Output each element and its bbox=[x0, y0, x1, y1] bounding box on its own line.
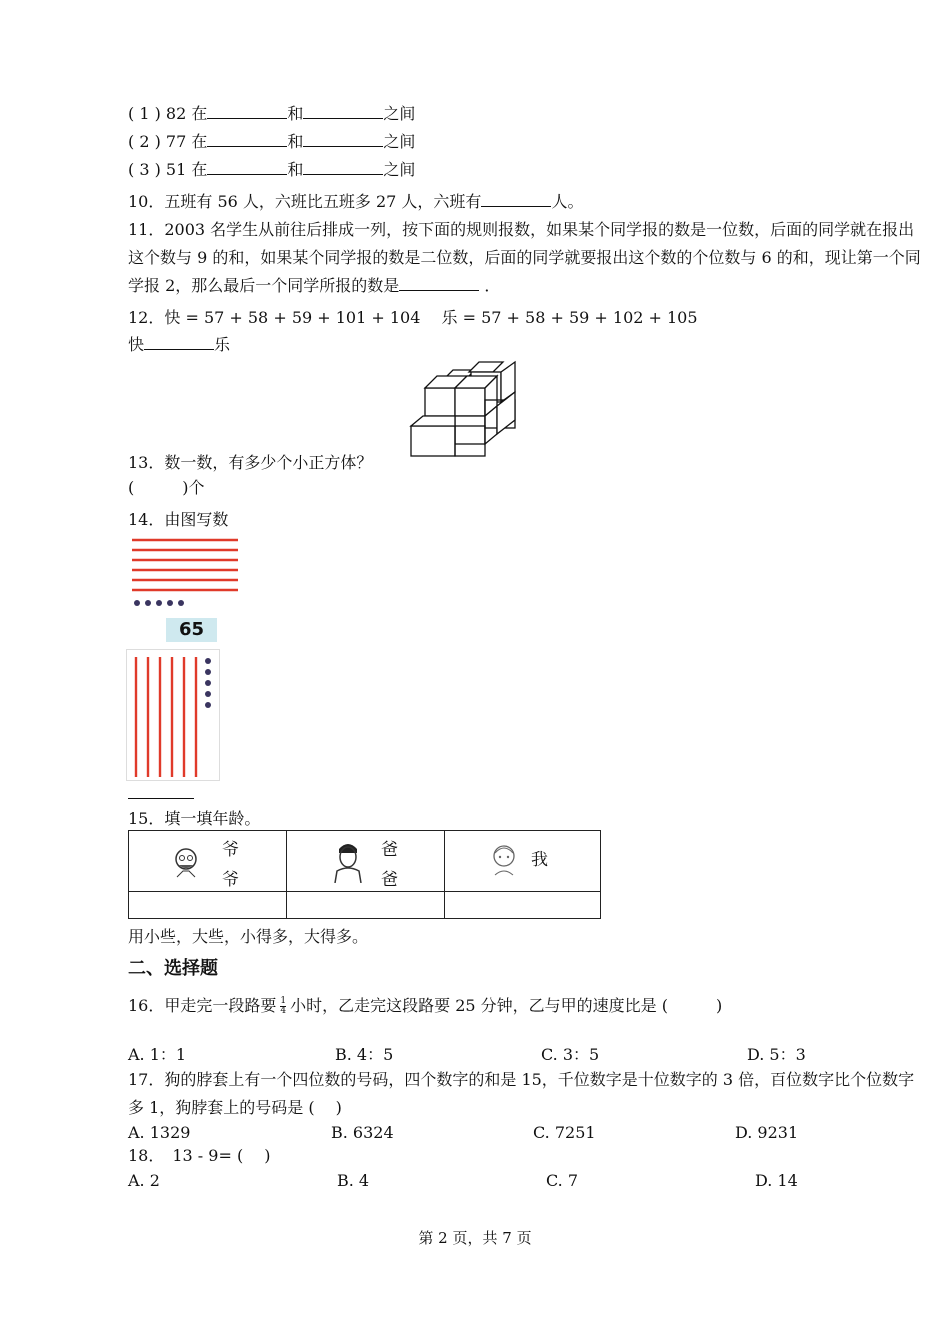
q18-option-b[interactable]: B. 4 bbox=[337, 1171, 370, 1190]
q17-option-b[interactable]: B. 6324 bbox=[331, 1123, 394, 1142]
number-label: 65 bbox=[166, 618, 217, 642]
q9-suffix: 之间 bbox=[383, 160, 416, 179]
cubes-figure bbox=[405, 360, 525, 460]
q16-option-a[interactable]: A. 1：1 bbox=[128, 1045, 187, 1064]
question-18: 18． 13 - 9= ( ) bbox=[128, 1146, 271, 1165]
grandpa-icon bbox=[169, 843, 203, 879]
q9-suffix: 之间 bbox=[383, 132, 416, 151]
age-input-me[interactable] bbox=[445, 892, 601, 919]
age-input-father[interactable] bbox=[287, 892, 445, 919]
fraction-numerator: 1 bbox=[280, 996, 287, 1006]
q18-option-a[interactable]: A. 2 bbox=[128, 1171, 160, 1190]
q9-suffix: 之间 bbox=[383, 104, 416, 123]
question-11 bbox=[128, 216, 928, 300]
q10-text: 10．五班有 56 人，六班比五班多 27 人，六班有 bbox=[128, 192, 482, 211]
q18-option-d[interactable]: D. 14 bbox=[755, 1171, 798, 1190]
question-13: 13．数一数，有多少个小正方体？ bbox=[128, 453, 373, 472]
header-grandpa-1: 爷 bbox=[222, 840, 239, 860]
header-grandpa-2: 爷 bbox=[222, 870, 239, 890]
answer-blank[interactable] bbox=[207, 158, 287, 175]
section-title: 二、选择题 bbox=[128, 958, 218, 979]
q16-text-a: 16．甲走完一段路要 bbox=[128, 996, 277, 1015]
answer-blank[interactable] bbox=[128, 798, 194, 799]
q9-mid: 和 bbox=[287, 160, 304, 179]
q10-suffix: 人。 bbox=[551, 192, 584, 211]
q11-text: 11．2003 名学生从前往后排成一列，按下面的规则报数，如果某个同学报的数是一位数，后面的同学就在报出这个数与 9 的和，如果某个同学报的数是二位数，后面的同学就要报出这个数的个位数与 6 的和，现让第一个同学报 2，那么最后一个同学所报的数是 bbox=[128, 220, 921, 295]
answer-blank[interactable] bbox=[303, 158, 383, 175]
header-father-1: 爸 bbox=[381, 840, 398, 860]
question-10 bbox=[128, 190, 583, 213]
q9-line-2 bbox=[128, 130, 415, 153]
answer-blank[interactable] bbox=[207, 130, 287, 147]
q12-compare bbox=[128, 333, 230, 356]
q9-prefix: ( 2 ) 77 在 bbox=[128, 132, 208, 151]
grandpa-cell bbox=[129, 831, 287, 892]
q9-line-3 bbox=[128, 158, 415, 181]
answer-blank[interactable] bbox=[303, 102, 383, 119]
q15-hint: 用小些，大些，小得多，大得多。 bbox=[128, 927, 369, 946]
answer-blank[interactable] bbox=[399, 274, 479, 291]
question-12: 12．快 = 57 + 58 + 59 + 101 + 104 乐 = 57 + 58 + 59 + 102 + 105 bbox=[128, 308, 698, 327]
header-me: 我 bbox=[531, 850, 548, 870]
fraction-denominator: 4 bbox=[280, 1006, 287, 1016]
q16-option-c[interactable]: C. 3：5 bbox=[541, 1045, 600, 1064]
q12-left: 快 bbox=[128, 335, 145, 354]
q12-right: 乐 bbox=[214, 335, 231, 354]
answer-blank[interactable] bbox=[481, 190, 551, 207]
q17-option-a[interactable]: A. 1329 bbox=[128, 1123, 191, 1142]
question-17: 17．狗的脖套上有一个四位数的号码，四个数字的和是 15，千位数字是十位数字的 3 倍，百位数字比个位数字多 1，狗脖套上的号码是 ( ) bbox=[128, 1070, 915, 1117]
q18-option-c[interactable]: C. 7 bbox=[546, 1171, 579, 1190]
question-16 bbox=[128, 995, 722, 1017]
father-cell bbox=[287, 831, 445, 892]
question-14: 14．由图写数 bbox=[128, 510, 229, 529]
age-table bbox=[128, 830, 601, 919]
q16-text-b: 小时，乙走完这段路要 25 分钟，乙与甲的速度比是 ( ) bbox=[290, 996, 723, 1015]
q9-line-1 bbox=[128, 102, 415, 125]
answer-blank[interactable] bbox=[207, 102, 287, 119]
age-input-grandpa[interactable] bbox=[129, 892, 287, 919]
header-father-2: 爸 bbox=[381, 870, 398, 890]
q9-prefix: ( 3 ) 51 在 bbox=[128, 160, 208, 179]
question-15: 15．填一填年龄。 bbox=[128, 809, 261, 828]
page-footer: 第 2 页，共 7 页 bbox=[418, 1229, 532, 1247]
q17-option-c[interactable]: C. 7251 bbox=[533, 1123, 596, 1142]
q9-mid: 和 bbox=[287, 132, 304, 151]
vertical-lines-figure bbox=[126, 649, 220, 781]
q9-mid: 和 bbox=[287, 104, 304, 123]
answer-blank[interactable] bbox=[303, 130, 383, 147]
me-cell bbox=[445, 831, 601, 892]
q17-option-d[interactable]: D. 9231 bbox=[735, 1123, 799, 1142]
q13-answer[interactable]: ( )个 bbox=[128, 478, 205, 497]
q9-prefix: ( 1 ) 82 在 bbox=[128, 104, 208, 123]
father-icon bbox=[331, 839, 365, 883]
tens-lines-figure bbox=[128, 535, 240, 613]
q16-option-b[interactable]: B. 4：5 bbox=[335, 1045, 394, 1064]
fraction bbox=[280, 997, 286, 1016]
answer-blank[interactable] bbox=[144, 333, 214, 350]
child-icon bbox=[489, 841, 519, 877]
q11-suffix: ． bbox=[484, 276, 501, 295]
q16-option-d[interactable]: D. 5：3 bbox=[747, 1045, 806, 1064]
